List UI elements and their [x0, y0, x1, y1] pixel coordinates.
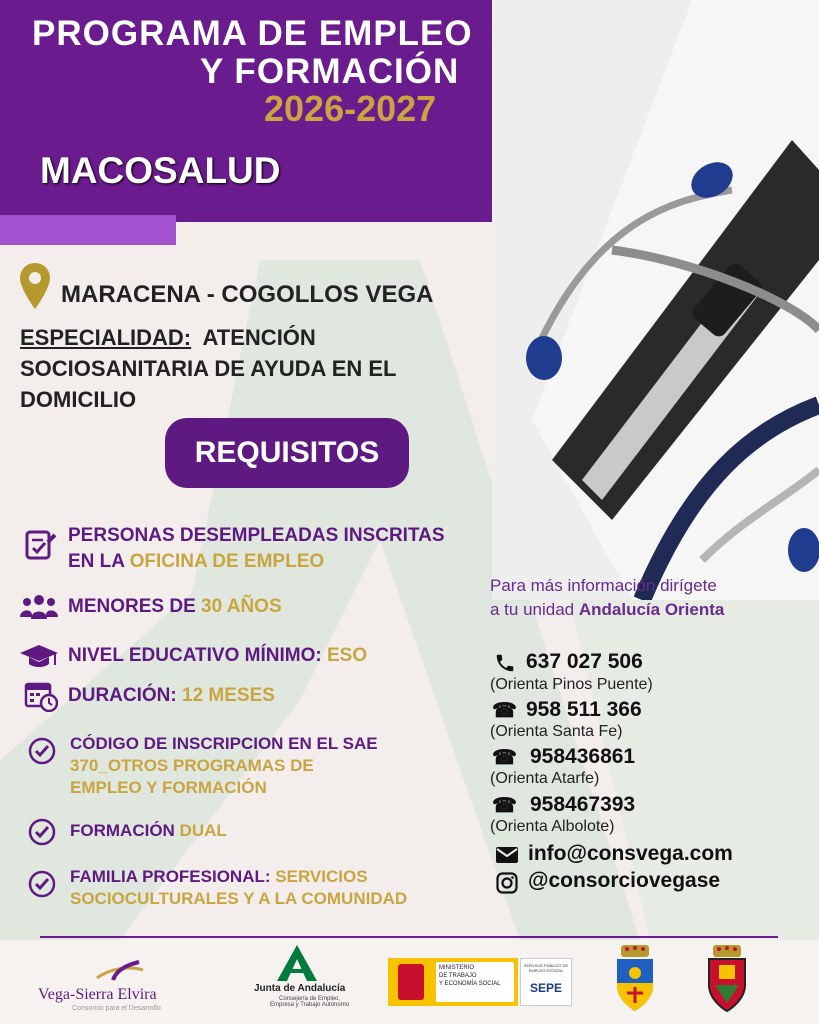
instagram-handle[interactable]: @consorciovegase: [528, 869, 721, 892]
email-link[interactable]: info@consvega.com: [528, 842, 733, 865]
info-text: Para más información dirígete a tu unidad Andalucía Orienta: [490, 576, 725, 619]
sepe-logo: SERVICIO PÚBLICO DE EMPLEO ESTATAL SEPE: [520, 958, 572, 1006]
office-name: (Orienta Albolote): [490, 818, 615, 835]
check-professional-family: FAMILIA PROFESIONAL: SERVICIOS SOCIOCULTURALES Y A LA COMUNIDAD: [70, 867, 408, 908]
telephone-icon: ☎: [492, 700, 517, 722]
ministry-logo: MINISTERIO DE TRABAJO Y ECONOMÍA SOCIAL: [388, 958, 518, 1006]
instagram-icon: [496, 872, 518, 894]
coat-of-arms-cogollos-icon: [705, 945, 749, 1015]
program-title-line2: Y FORMACIÓN: [200, 52, 460, 91]
vega-logo-sub: Consorcio para el Desarrollo: [72, 1005, 161, 1012]
coat-of-arms-maracena-icon: [613, 945, 657, 1015]
check-dual-training: FORMACIÓN DUAL: [70, 821, 227, 840]
specialty-line3: DOMICILIO: [20, 387, 137, 412]
requirement-age: MENORES DE 30 AÑOS: [68, 596, 282, 617]
office-name: (Orienta Santa Fe): [490, 723, 623, 740]
header-accent-strip: [0, 215, 176, 245]
telephone-icon: ☎: [492, 795, 517, 817]
phone-number[interactable]: 958436861: [530, 745, 636, 768]
footer-divider: [40, 936, 778, 938]
telephone-icon: ☎: [492, 747, 517, 769]
requirement-duration: DURACIÓN: 12 MESES: [68, 685, 275, 706]
junta-logo-sub: Consejería de Empleo, Empresa y Trabajo Autónomo: [270, 996, 350, 1008]
check-circle-icon: [28, 870, 56, 898]
envelope-icon: [496, 847, 518, 863]
calendar-clock-icon: [24, 680, 58, 712]
phone-icon: [494, 652, 516, 674]
phone-number[interactable]: 958 511 366: [526, 698, 642, 721]
requirement-education: NIVEL EDUCATIVO MÍNIMO: ESO: [68, 645, 368, 666]
program-title-line1: PROGRAMA DE EMPLEO: [32, 14, 473, 53]
junta-andalucia-logo: [277, 945, 317, 981]
office-name: (Orienta Atarfe): [490, 770, 600, 787]
phone-number[interactable]: 637 027 506: [526, 650, 643, 673]
specialty-block: [20, 322, 490, 415]
form-check-icon: [24, 528, 58, 562]
vega-logo-name: Vega-Sierra Elvira: [38, 986, 157, 1003]
program-years: 2026-2027: [264, 88, 437, 129]
vega-swoosh-logo: [95, 960, 145, 982]
check-sae-code: CÓDIGO DE INSCRIPCION EN EL SAE 370_OTROS PROGRAMAS DE EMPLEO Y FORMACIÓN: [70, 734, 378, 797]
project-name: MACOSALUD: [40, 150, 281, 191]
check-circle-icon: [28, 737, 56, 765]
junta-logo-name: Junta de Andalucía: [254, 983, 346, 994]
specialty-label: ESPECIALIDAD:: [20, 325, 192, 350]
location-text: MARACENA - COGOLLOS VEGA: [61, 281, 434, 308]
location-pin-icon: [20, 263, 50, 309]
specialty-line1: ATENCIÓN: [202, 325, 316, 350]
graduation-cap-icon: [20, 643, 58, 669]
specialty-line2: SOCIOSANITARIA DE AYUDA EN EL: [20, 356, 397, 381]
group-people-icon: [20, 593, 58, 619]
stethoscope-photo: [492, 0, 819, 600]
check-circle-icon: [28, 818, 56, 846]
requirement-unemployed: PERSONAS DESEMPLEADAS INSCRITAS EN LA OFICINA DE EMPLEO: [68, 525, 445, 572]
office-name: (Orienta Pinos Puente): [490, 676, 653, 693]
requirements-badge: REQUISITOS: [165, 418, 409, 488]
phone-number[interactable]: 958467393: [530, 793, 636, 816]
spain-shield-icon: [398, 964, 424, 1000]
